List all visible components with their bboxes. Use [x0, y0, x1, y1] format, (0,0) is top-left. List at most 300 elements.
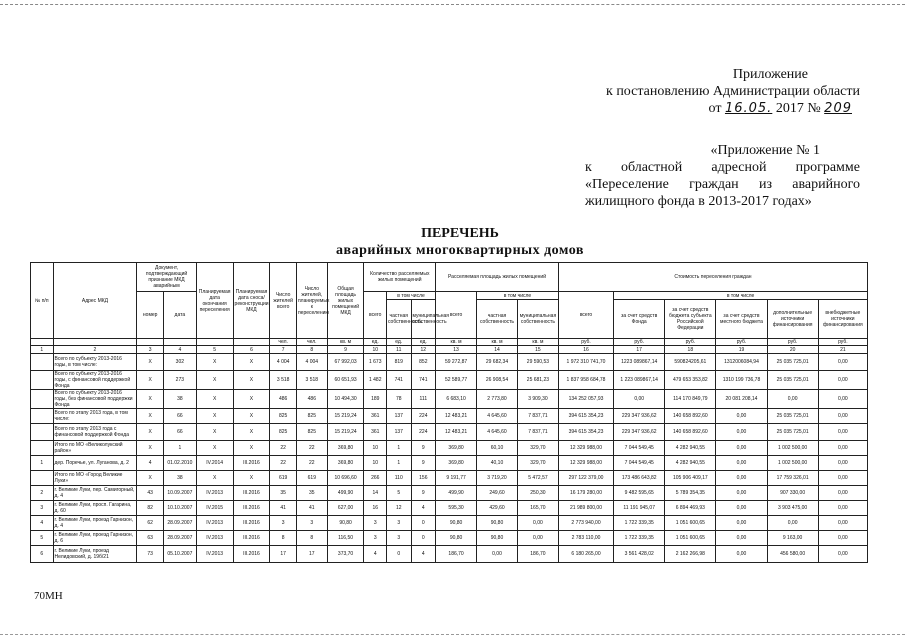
table-cell: 17	[296, 546, 327, 563]
header-line-3	[560, 100, 860, 117]
table-cell: 25 035 725,01	[767, 409, 818, 424]
table-cell: 273	[163, 371, 196, 390]
annex-line-3: «Переселение граждан из аварийного	[585, 177, 860, 192]
table-cell: 250,30	[517, 486, 558, 501]
table-cell: руб.	[716, 339, 767, 346]
table-cell: 10.10.2007	[163, 501, 196, 516]
table-cell: 186,70	[517, 546, 558, 563]
table-cell: 9	[411, 441, 436, 456]
table-cell: 12	[411, 346, 436, 354]
table-cell: 852	[411, 354, 436, 371]
table-row	[31, 456, 868, 471]
table-cell: 7 837,71	[517, 424, 558, 441]
table-cell: 01.02.2010	[163, 456, 196, 471]
table-cell: 38	[163, 471, 196, 486]
table-cell	[233, 339, 270, 346]
data-rows	[31, 354, 868, 563]
table-cell: кв. м	[436, 339, 477, 346]
table-cell: 62	[137, 516, 164, 531]
table-cell: 369,80	[327, 456, 364, 471]
header-address: Адрес МКД	[53, 263, 137, 339]
table-cell: X	[233, 441, 270, 456]
table-cell: 156	[411, 471, 436, 486]
table-row	[31, 546, 868, 563]
table-cell: 825	[296, 409, 327, 424]
table-cell: 4	[364, 546, 387, 563]
table-cell: 28.09.2007	[163, 516, 196, 531]
table-cell: 60,10	[477, 441, 518, 456]
table-cell	[137, 339, 164, 346]
table-cell	[31, 354, 54, 371]
table-cell: 907 330,00	[767, 486, 818, 501]
table-cell: 73	[137, 546, 164, 563]
table-cell: 229 347 936,62	[614, 424, 665, 441]
table-cell: 5	[386, 486, 411, 501]
table-cell: 1 722 339,35	[614, 531, 665, 546]
table-cell: 4	[411, 501, 436, 516]
table-cell: ед.	[386, 339, 411, 346]
table-cell: 18	[665, 346, 716, 354]
table-cell: 0,00	[716, 456, 767, 471]
annex-block	[585, 142, 860, 210]
table-cell: 25 035 725,01	[767, 371, 818, 390]
table-cell: IV.2015	[196, 501, 233, 516]
table-cell: 12 483,21	[436, 409, 477, 424]
table-cell: 2 162 266,98	[665, 546, 716, 563]
table-cell: 486	[296, 390, 327, 409]
table-cell: III.2016	[233, 546, 270, 563]
table-cell: IV.2013	[196, 486, 233, 501]
table-cell: 0,00	[716, 409, 767, 424]
header-line-1: Приложение	[732, 67, 808, 82]
scan-edge-top	[0, 4, 905, 5]
table-cell: 41	[296, 501, 327, 516]
table-cell: 369,80	[436, 441, 477, 456]
table-cell: 1312006084,94	[716, 354, 767, 371]
table-cell: 66	[163, 424, 196, 441]
header-count-incl: в том числе	[386, 292, 435, 300]
table-cell: 2 783 110,00	[558, 531, 613, 546]
table-cell: X	[196, 354, 233, 371]
header-residents: Число жителей всего	[270, 263, 297, 339]
table-cell: 0,00	[818, 486, 867, 501]
table-cell: 14	[364, 486, 387, 501]
table-cell: 2 773,80	[477, 390, 518, 409]
table-cell: 0,00	[818, 531, 867, 546]
address-cell: Итого по МО «Город Великие Луки»	[53, 471, 137, 486]
table-cell: 21	[818, 346, 867, 354]
address-cell: г. Великие Луки, проезд Гарнизон, д. 6	[53, 531, 137, 546]
annex-line-1: «Приложение № 1	[710, 143, 820, 158]
table-cell: 4	[31, 516, 54, 531]
table-cell: 825	[270, 424, 297, 441]
table-cell: 595,30	[436, 501, 477, 516]
table-cell: 1	[386, 441, 411, 456]
table-cell: X	[137, 371, 164, 390]
table-cell: 16	[558, 346, 613, 354]
table-cell: 28.09.2007	[163, 531, 196, 546]
table-cell: 499,90	[436, 486, 477, 501]
table-cell: 1 002 500,00	[767, 456, 818, 471]
header-cost-region: за счет средств бюджета субъекта Российской Федерации	[665, 300, 716, 339]
table-cell: 9 482 595,65	[614, 486, 665, 501]
table-cell: X	[196, 390, 233, 409]
table-cell: руб.	[558, 339, 613, 346]
address-cell: Всего по субъекту 2013-2016 годы, без финансовой поддержки Фонда	[53, 390, 137, 409]
table-cell: 10 696,60	[327, 471, 364, 486]
table-cell: X	[233, 471, 270, 486]
table-cell: 0,00	[818, 546, 867, 563]
address-cell: г. Великие Луки, проезд Нелидовский, д. 19б/21	[53, 546, 137, 563]
table-cell: 627,00	[327, 501, 364, 516]
table-cell: 22	[270, 456, 297, 471]
table-row	[31, 354, 868, 371]
header-area-total: всего	[436, 292, 477, 339]
table-cell: 3 903 475,00	[767, 501, 818, 516]
table-cell: ед.	[364, 339, 387, 346]
header-total-area: Общая площадь жилых помещений МКД	[327, 263, 364, 339]
table-row	[31, 441, 868, 456]
table-cell: 486	[270, 390, 297, 409]
table-cell: 361	[364, 424, 387, 441]
table-cell: 26 908,54	[477, 371, 518, 390]
table-cell	[31, 371, 54, 390]
table-cell: 0,00	[818, 390, 867, 409]
table-cell: 0,00	[517, 531, 558, 546]
approval-header	[560, 66, 860, 117]
header-line-2: к постановлению Администрации области	[606, 84, 860, 99]
table-cell: III.2016	[233, 456, 270, 471]
table-cell: 9 163,00	[767, 531, 818, 546]
table-cell: 78	[386, 390, 411, 409]
table-cell: 3 518	[270, 371, 297, 390]
table-cell: чел.	[296, 339, 327, 346]
table-cell: 361	[364, 409, 387, 424]
table-cell: 5 472,57	[517, 471, 558, 486]
header-middle: 2017 №	[775, 101, 821, 116]
header-prefix: от	[708, 101, 722, 116]
header-count-rooms: Количество расселяемых жилых помещений	[364, 263, 436, 292]
address-cell: Всего по субъекту 2013-2016 годы, в том числе:	[53, 354, 137, 371]
table-cell	[163, 339, 196, 346]
table-cell	[53, 339, 137, 346]
table-cell: 15	[517, 346, 558, 354]
table-cell: 14	[477, 346, 518, 354]
table-cell: 10	[364, 456, 387, 471]
table-cell: 0,00	[716, 516, 767, 531]
table-row	[31, 424, 868, 441]
table-cell: 116,50	[327, 531, 364, 546]
table-cell: 4 282 940,55	[665, 441, 716, 456]
table-cell: 0,00	[477, 546, 518, 563]
table-row	[31, 531, 868, 546]
table-cell: 0,00	[517, 516, 558, 531]
table-cell: 8	[296, 531, 327, 546]
table-cell: 0,00	[818, 371, 867, 390]
table-cell: 0,00	[767, 516, 818, 531]
table-cell: 90,80	[436, 516, 477, 531]
header-planned-demolish: Планируемая дата сноса/ реконструкции МКД	[233, 263, 270, 339]
table-cell: 266	[364, 471, 387, 486]
table-cell: 329,70	[517, 456, 558, 471]
table-cell	[31, 424, 54, 441]
document-subtitle: аварийных многоквартирных домов	[336, 243, 584, 258]
table-cell: 19	[716, 346, 767, 354]
units-row-group	[31, 339, 868, 354]
address-cell: Всего по этапу 2013 года с финансовой поддержкой Фонда	[53, 424, 137, 441]
table-cell: 1 051 600,65	[665, 531, 716, 546]
housing-register-table	[30, 262, 868, 563]
table-cell: 1	[386, 456, 411, 471]
table-cell: III.2016	[233, 501, 270, 516]
table-row	[31, 471, 868, 486]
table-cell: 20 081 208,14	[716, 390, 767, 409]
table-cell: IV.2013	[196, 546, 233, 563]
table-cell: кв. м	[477, 339, 518, 346]
table-cell: 1 722 339,35	[614, 516, 665, 531]
table-cell	[196, 339, 233, 346]
table-cell: 3	[386, 516, 411, 531]
table-cell: 0,00	[767, 390, 818, 409]
table-cell: 13	[436, 346, 477, 354]
table-cell: 394 615 354,23	[558, 424, 613, 441]
address-cell: г. Великие Луки, проезд Гарнизон, д. 4	[53, 516, 137, 531]
table-cell: 1	[31, 456, 54, 471]
footer-code: 70МН	[34, 590, 63, 602]
table-cell: X	[196, 424, 233, 441]
table-cell: III.2016	[233, 486, 270, 501]
table-cell: 90,80	[477, 531, 518, 546]
table-cell: 429,60	[477, 501, 518, 516]
table-cell: 619	[270, 471, 297, 486]
table-cell: 2 773 940,00	[558, 516, 613, 531]
table-cell: 0,00	[716, 486, 767, 501]
table-cell: 137	[386, 409, 411, 424]
table-cell: 302	[163, 354, 196, 371]
header-doc-number: номер	[137, 292, 164, 339]
units-row	[31, 339, 868, 346]
table-cell: ед.	[411, 339, 436, 346]
table-cell: 3	[364, 516, 387, 531]
table-cell	[31, 339, 54, 346]
address-cell: г. Великие Луки, просп. Гагарина, д. 60	[53, 501, 137, 516]
table-cell: 0,00	[818, 501, 867, 516]
table-cell: 35	[296, 486, 327, 501]
handwritten-date: 16.05.	[724, 101, 773, 116]
table-cell: X	[196, 441, 233, 456]
header-residents-planned: Число жителей, планируемых к переселению	[296, 263, 327, 339]
table-cell: X	[233, 371, 270, 390]
table-cell: 114 170 849,79	[665, 390, 716, 409]
table-cell: 17 759 326,01	[767, 471, 818, 486]
address-cell: Всего по этапу 2013 года, в том числе:	[53, 409, 137, 424]
table-cell: X	[233, 409, 270, 424]
table-cell: руб.	[614, 339, 665, 346]
header-cost-local: за счет средств местного бюджета	[716, 300, 767, 339]
table-cell: 9	[327, 346, 364, 354]
table-cell: 4	[163, 346, 196, 354]
table-cell: кв. м	[327, 339, 364, 346]
table-cell: 6 683,10	[436, 390, 477, 409]
table-cell: 9 191,77	[436, 471, 477, 486]
table-cell: 394 615 354,23	[558, 409, 613, 424]
table-cell: X	[233, 354, 270, 371]
table-row	[31, 516, 868, 531]
table-cell: 165,70	[517, 501, 558, 516]
table-cell: 224	[411, 409, 436, 424]
table-cell: 8	[296, 346, 327, 354]
header-cost-incl: в том числе	[614, 292, 868, 300]
table-cell: 1	[163, 441, 196, 456]
table-cell: 3 719,20	[477, 471, 518, 486]
table-cell: 0,00	[716, 546, 767, 563]
table-cell: 2	[53, 346, 137, 354]
table-cell: 0,00	[716, 441, 767, 456]
table-cell: 0,00	[818, 424, 867, 441]
table-cell: X	[196, 371, 233, 390]
table-cell: 25 035 725,01	[767, 354, 818, 371]
table-cell: 1 972 310 741,70	[558, 354, 613, 371]
address-cell: дер. Поречье, ул. Луганова, д. 2	[53, 456, 137, 471]
table-cell: 12	[386, 501, 411, 516]
table-cell: 297 122 379,00	[558, 471, 613, 486]
table-cell: 3	[364, 531, 387, 546]
table-cell: 16 179 280,00	[558, 486, 613, 501]
table-cell: 369,80	[327, 441, 364, 456]
table-cell: 82	[137, 501, 164, 516]
table-cell: 10.09.2007	[163, 486, 196, 501]
table-cell: 6	[31, 546, 54, 563]
table-cell	[31, 471, 54, 486]
table-cell: X	[233, 390, 270, 409]
table-cell: 140 658 892,60	[665, 424, 716, 441]
table-cell: 35	[270, 486, 297, 501]
table-cell: 10	[364, 346, 387, 354]
table-cell: 186,70	[436, 546, 477, 563]
table-cell: чел.	[270, 339, 297, 346]
address-cell: Итого по МО «Великолукский район»	[53, 441, 137, 456]
table-cell: 12 329 988,00	[558, 456, 613, 471]
table-cell: 11 191 945,07	[614, 501, 665, 516]
table-cell: 1 482	[364, 371, 387, 390]
table-cell: 373,70	[327, 546, 364, 563]
table-cell: 52 589,77	[436, 371, 477, 390]
table-cell: 7 837,71	[517, 409, 558, 424]
header-count-private: частная собственность	[386, 300, 411, 339]
annex-line-4: жилищного фонда в 2013-2017 годах»	[585, 194, 812, 209]
table-cell: 7 044 549,45	[614, 441, 665, 456]
table-cell: X	[137, 471, 164, 486]
table-cell: 17	[614, 346, 665, 354]
table-cell: 369,80	[436, 456, 477, 471]
table-cell: 229 347 936,62	[614, 409, 665, 424]
table-row	[31, 371, 868, 390]
table-cell: 15 219,24	[327, 424, 364, 441]
header-area-municipal: муниципальная собственность	[517, 300, 558, 339]
table-cell: 0,00	[716, 501, 767, 516]
table-cell: 1 837 958 684,78	[558, 371, 613, 390]
table-cell: 63	[137, 531, 164, 546]
table-cell: X	[137, 409, 164, 424]
table-cell: 8	[270, 531, 297, 546]
table-cell: 0,00	[716, 424, 767, 441]
table-cell: кв. м	[517, 339, 558, 346]
table-cell: 249,60	[477, 486, 518, 501]
table-cell: 4 004	[296, 354, 327, 371]
table-cell: 0,00	[716, 471, 767, 486]
table-cell: 0	[411, 531, 436, 546]
table-cell: 40,10	[477, 456, 518, 471]
table-cell: 41	[270, 501, 297, 516]
header-cost-fund: за счет средств Фонда	[614, 300, 665, 339]
header-area-private: частная собственность	[477, 300, 518, 339]
table-cell: X	[137, 441, 164, 456]
table-cell: 22	[270, 441, 297, 456]
table-cell: III.2016	[233, 516, 270, 531]
table-cell: 819	[386, 354, 411, 371]
table-cell: 4 004	[270, 354, 297, 371]
table-cell: 0,00	[818, 456, 867, 471]
table-cell: 0	[386, 546, 411, 563]
table-cell: 5	[196, 346, 233, 354]
column-number-row	[31, 346, 868, 354]
table-cell: 43	[137, 486, 164, 501]
table-cell: 0,00	[818, 409, 867, 424]
table-cell: 90,80	[436, 531, 477, 546]
table-cell: 22	[296, 456, 327, 471]
table-cell: X	[137, 354, 164, 371]
table-cell: 17	[270, 546, 297, 563]
table-cell: X	[233, 424, 270, 441]
table-cell: 105 906 409,17	[665, 471, 716, 486]
table-cell: 329,70	[517, 441, 558, 456]
table-cell: 189	[364, 390, 387, 409]
table-cell: IV.2013	[196, 531, 233, 546]
table-cell: 619	[296, 471, 327, 486]
table-cell: 21 989 800,00	[558, 501, 613, 516]
table-cell: 3	[31, 501, 54, 516]
table-cell: 4 645,60	[477, 409, 518, 424]
handwritten-number: 209	[824, 101, 852, 116]
address-cell: Всего по субъекту 2013-2016 годы, с финансовой поддержкой Фонда	[53, 371, 137, 390]
header-cost: Стоимость переселения граждан	[558, 263, 867, 292]
table-cell: 6 894 469,93	[665, 501, 716, 516]
table-cell: 3	[296, 516, 327, 531]
table-cell: 3	[270, 516, 297, 531]
table-cell: 1 223 089867,14	[614, 371, 665, 390]
document-title: ПЕРЕЧЕНЬ	[421, 226, 499, 241]
table-cell: 4	[137, 456, 164, 471]
table-cell: руб.	[665, 339, 716, 346]
table-cell: IV.2013	[196, 516, 233, 531]
table-row	[31, 486, 868, 501]
table-cell: IV.2014	[196, 456, 233, 471]
table-cell: 0,00	[614, 390, 665, 409]
table-cell	[31, 441, 54, 456]
table-cell: 3	[137, 346, 164, 354]
table-cell: 4 282 940,55	[665, 456, 716, 471]
table-cell: 29 590,53	[517, 354, 558, 371]
table-cell: 137	[386, 424, 411, 441]
table-cell: X	[137, 390, 164, 409]
table-cell: X	[196, 409, 233, 424]
table-cell: 9	[411, 486, 436, 501]
table-row	[31, 409, 868, 424]
table-cell: 3 561 428,02	[614, 546, 665, 563]
table-cell: руб.	[818, 339, 867, 346]
table-cell: 0,00	[716, 531, 767, 546]
table-cell: 741	[386, 371, 411, 390]
